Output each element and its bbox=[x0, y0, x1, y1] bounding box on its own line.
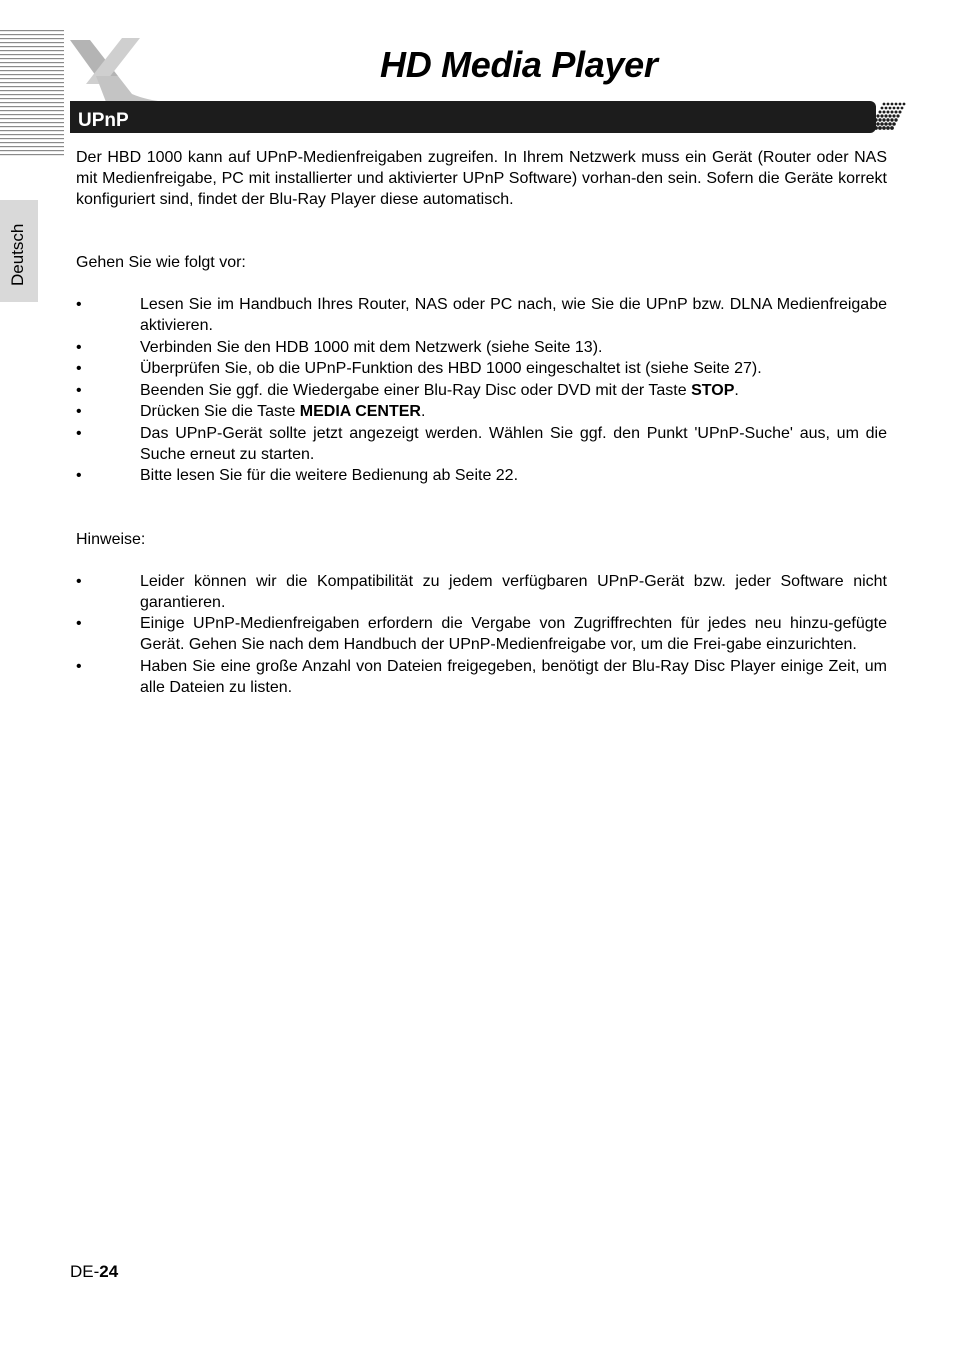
step-item: • Beenden Sie ggf. die Wiedergabe einer Blu-Ray Disc oder DVD mit der Taste STOP. bbox=[76, 381, 739, 399]
header-stripes bbox=[0, 30, 64, 158]
media-center-key-label: MEDIA CENTER bbox=[299, 403, 421, 420]
page-number-value: 24 bbox=[99, 1262, 119, 1281]
step-item: • Das UPnP-Gerät sollte jetzt angezeigt werden. Wählen Sie ggf. den Punkt 'UPnP-Suche' aus, um die Suche erneut zu starten. bbox=[76, 424, 887, 463]
notes-list bbox=[76, 571, 887, 698]
page-number bbox=[70, 1262, 118, 1282]
bullet-icon: • bbox=[76, 424, 82, 442]
page-title: HD Media Player bbox=[380, 44, 658, 85]
page-number-prefix: DE- bbox=[70, 1262, 100, 1281]
bullet-icon: • bbox=[76, 572, 82, 590]
step-item: • Verbinden Sie den HDB 1000 mit dem Netzwerk (siehe Seite 13). bbox=[76, 338, 603, 356]
bullet-icon: • bbox=[76, 296, 82, 313]
bullet-icon: • bbox=[76, 403, 82, 420]
intro-paragraph: Der HBD 1000 kann auf UPnP-Medienfreigaben zugreifen. In Ihrem Netzwerk muss ein Gerät (Router oder NAS mit Medienfreigabe, PC mit installierter und aktivierter UPnP Software) vorhan-den sein. Sofern die Geräte korrekt konfiguriert sind, findet der Blu-Ray Player diese automatisch. bbox=[76, 149, 887, 208]
step-item: • Lesen Sie im Handbuch Ihres Router, NAS oder PC nach, wie Sie die UPnP bzw. DLNA Medienfreigabe aktivieren. bbox=[76, 296, 887, 334]
notes-heading: Hinweise: bbox=[76, 530, 146, 548]
note-item: • Haben Sie eine große Anzahl von Dateien freigegeben, benötigt der Blu-Ray Disc Player einige Zeit, um alle Dateien zu listen. bbox=[76, 657, 887, 696]
section-header-bar bbox=[70, 101, 876, 133]
language-tab-label: Deutsch bbox=[8, 223, 27, 286]
bullet-icon: • bbox=[76, 360, 82, 377]
steps-heading: Gehen Sie wie folgt vor: bbox=[76, 254, 246, 271]
section-title: UPnP bbox=[78, 110, 129, 131]
language-tab bbox=[0, 200, 38, 302]
bullet-icon: • bbox=[76, 657, 82, 675]
bullet-icon: • bbox=[76, 615, 82, 632]
step-item: • Bitte lesen Sie für die weitere Bedienung ab Seite 22. bbox=[76, 467, 519, 484]
step-item: • Überprüfen Sie, ob die UPnP-Funktion des HBD 1000 eingeschaltet ist (siehe Seite 27). bbox=[76, 360, 762, 377]
page-content bbox=[76, 147, 887, 698]
bullet-icon: • bbox=[76, 467, 82, 484]
note-item: • Einige UPnP-Medienfreigaben erfordern die Vergabe von Zugriffrechten für jedes neu hinzu-gefügte Gerät. Gehen Sie nach dem Handbuch der UPnP-Medienfreigabe vor, um die Frei-gabe einzurichten. bbox=[76, 615, 887, 653]
step-item: • Drücken Sie die Taste MEDIA CENTER. bbox=[76, 403, 426, 420]
steps-list bbox=[76, 294, 887, 486]
halftone-dots-decoration bbox=[868, 101, 910, 133]
bullet-icon: • bbox=[76, 381, 82, 399]
x-logo-icon bbox=[66, 36, 172, 106]
bullet-icon: • bbox=[76, 338, 82, 356]
note-item: • Leider können wir die Kompatibilität zu jedem verfügbaren UPnP-Gerät bzw. jeder Software nicht garantieren. bbox=[76, 572, 887, 611]
stop-key-label: STOP bbox=[691, 381, 735, 399]
